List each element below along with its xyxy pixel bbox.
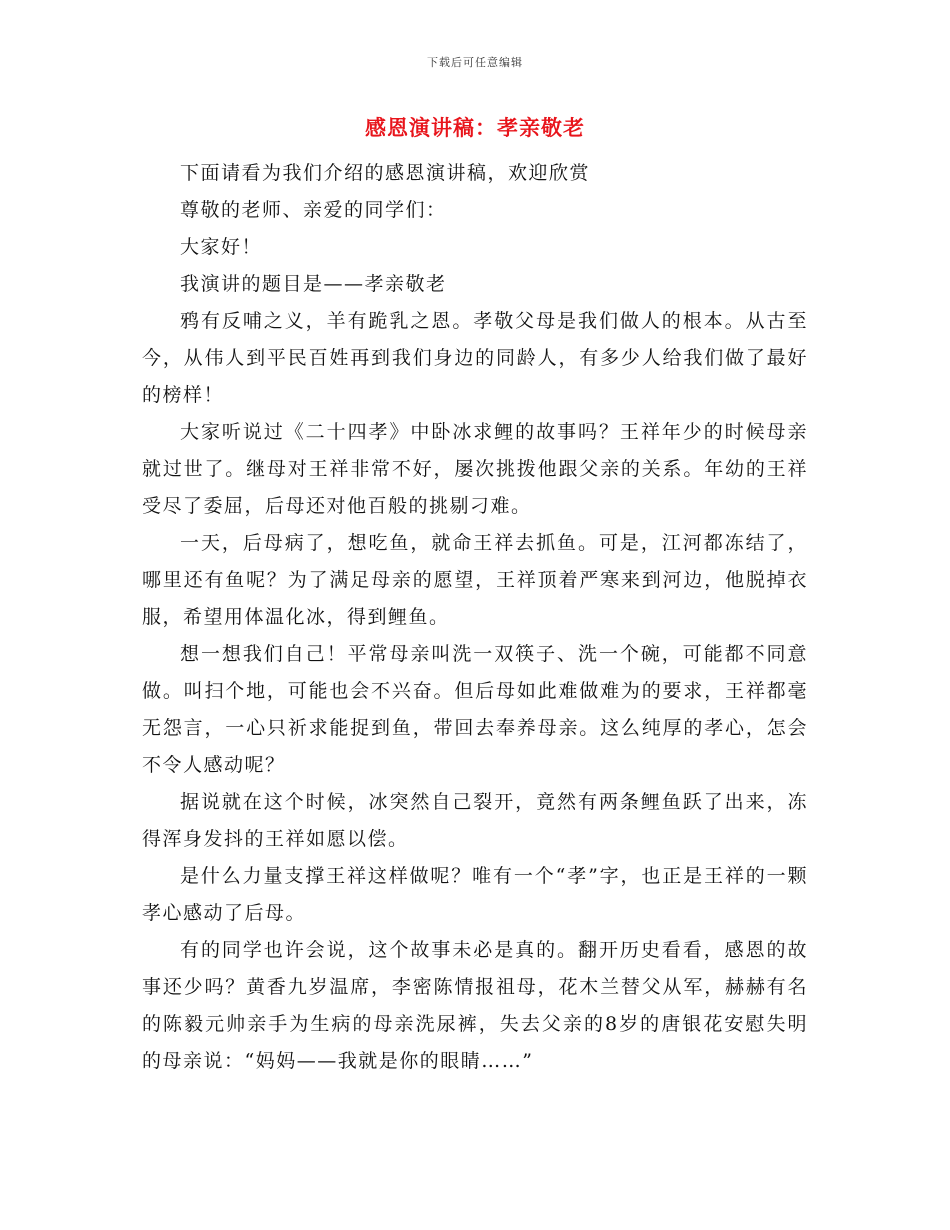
document-title: 感恩演讲稿：孝亲敬老 — [365, 115, 585, 140]
topic-paragraph: 我演讲的题目是——孝亲敬老 — [180, 273, 447, 295]
body-paragraph: 是什么力量支撑王祥这样做呢？唯有一个“孝”字，也正是王祥的一颗孝心感动了后母。 — [142, 865, 808, 924]
body-paragraph: 想一想我们自己！平常母亲叫洗一双筷子、洗一个碗，可能都不同意做。叫扫个地，可能也会不兴奋。但后母如此难做难为的要求，王祥都毫无怨言，一心只祈求能捉到鱼，带回去奉养母亲。这么纯厚的孝心，怎会不令人感动呢？ — [142, 643, 808, 776]
page-header-note: 下载后可任意编辑 — [427, 56, 523, 69]
greeting-paragraph: 大家好！ — [180, 236, 263, 258]
body-paragraph: 大家听说过《二十四孝》中卧冰求鲤的故事吗？王祥年少的时候母亲就过世了。继母对王祥非常不好，屡次挑拨他跟父亲的关系。年幼的王祥受尽了委屈，后母还对他百般的挑剔刁难。 — [142, 421, 808, 517]
salutation-paragraph: 尊敬的老师、亲爱的同学们： — [180, 199, 447, 221]
body-paragraph: 据说就在这个时候，冰突然自己裂开，竟然有两条鲤鱼跃了出来，冻得浑身发抖的王祥如愿以偿。 — [142, 791, 808, 850]
intro-paragraph: 下面请看为我们介绍的感恩演讲稿，欢迎欣赏 — [180, 162, 591, 184]
body-paragraph: 一天，后母病了，想吃鱼，就命王祥去抓鱼。可是，江河都冻结了，哪里还有鱼呢？为了满足母亲的愿望，王祥顶着严寒来到河边，他脱掉衣服，希望用体温化冰，得到鲤鱼。 — [142, 532, 808, 628]
body-paragraph: 有的同学也许会说，这个故事未必是真的。翻开历史看看，感恩的故事还少吗？黄香九岁温席，李密陈情报祖母，花木兰替父从军，赫赫有名的陈毅元帅亲手为生病的母亲洗尿裤，失去父亲的8岁的唐银花安慰失明的母亲说：“妈妈——我就是你的眼睛……” — [142, 939, 808, 1072]
document-body — [142, 155, 808, 1080]
body-paragraph: 鸦有反哺之义，羊有跪乳之恩。孝敬父母是我们做人的根本。从古至今，从伟人到平民百姓再到我们身边的同龄人，有多少人给我们做了最好的榜样！ — [142, 310, 808, 406]
